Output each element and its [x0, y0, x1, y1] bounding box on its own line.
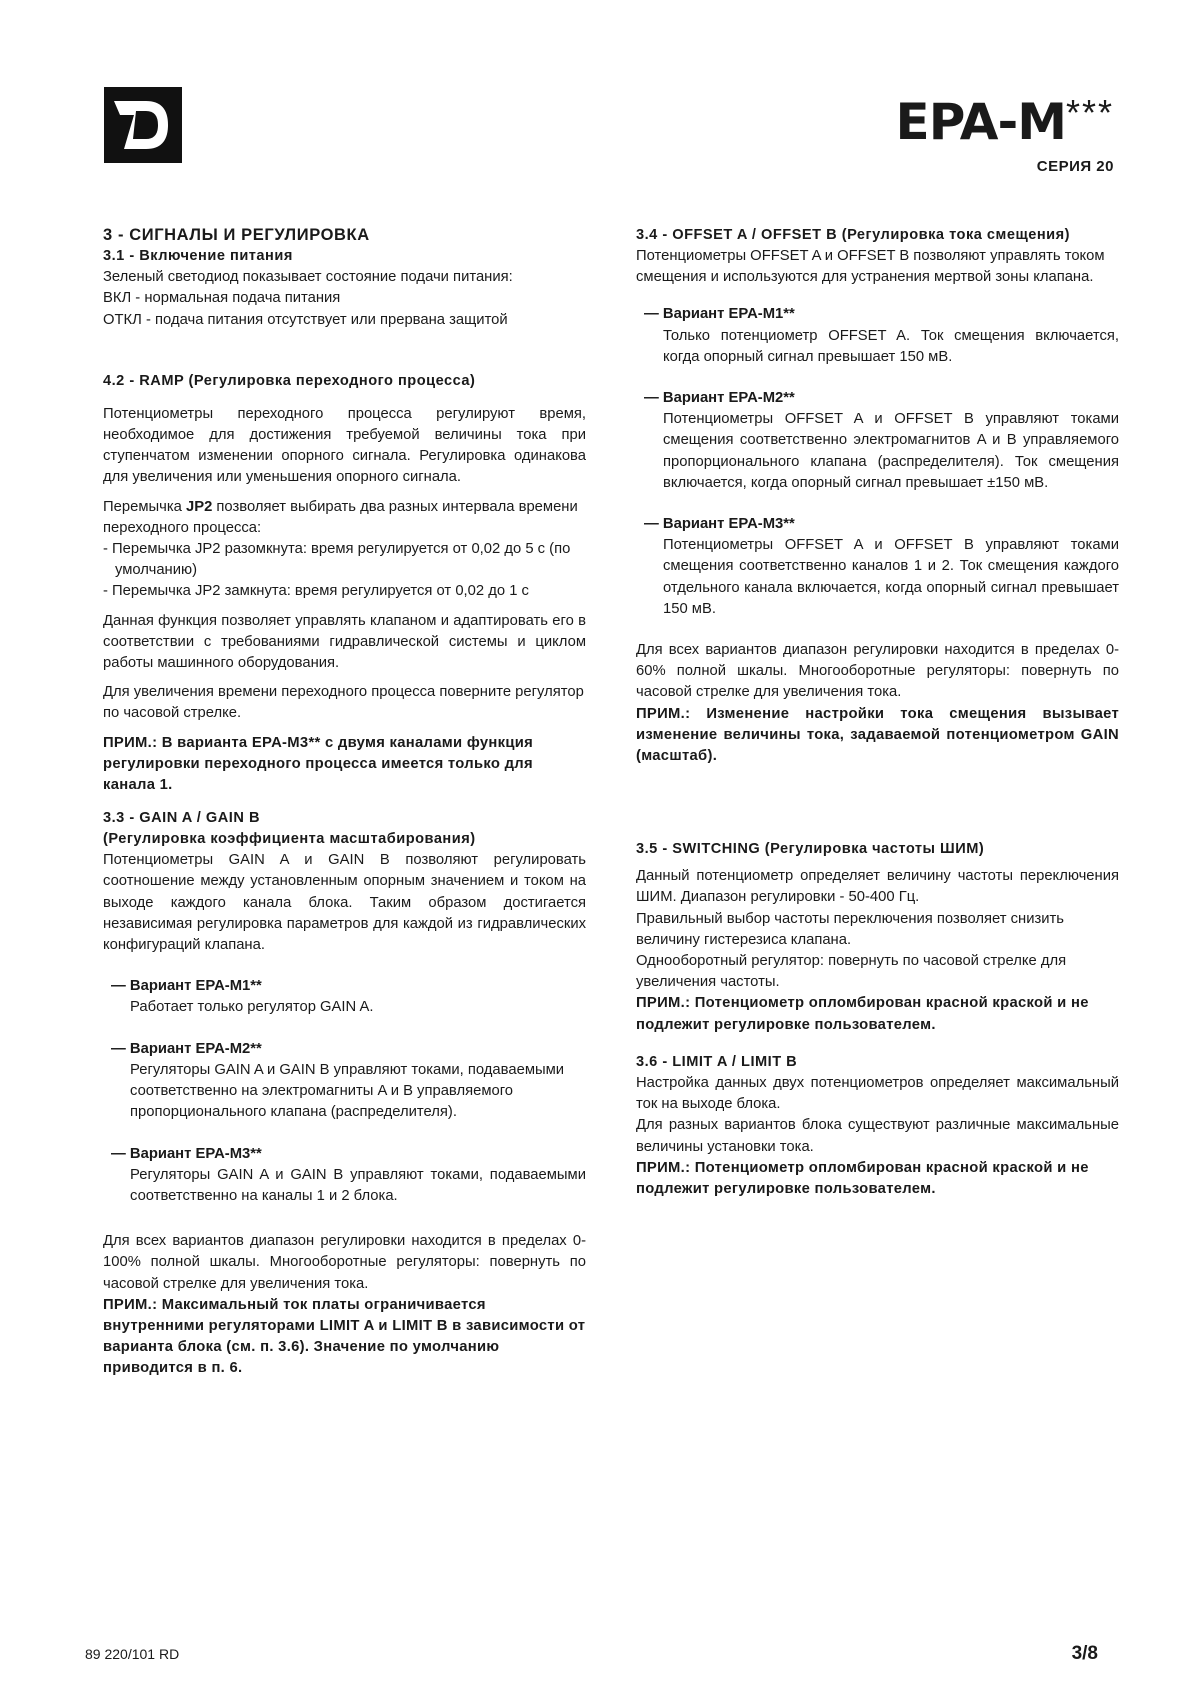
variant-title: — Вариант EPA-M2**	[644, 390, 795, 407]
text-line: Зеленый светодиод показывает состояние подачи питания:	[103, 269, 513, 286]
paragraph: Данная функция позволяет управлять клапаном и адаптировать его в соответствии с требованиями гидравлической системы и циклом работы машинного оборудования.	[103, 612, 586, 672]
variant-block	[644, 388, 1119, 494]
series-label: СЕРИЯ 20	[1036, 158, 1114, 175]
variant-block	[111, 1144, 586, 1208]
company-logo	[104, 87, 182, 163]
variant-block	[644, 304, 1119, 368]
variant-body: Регуляторы GAIN A и GAIN B управляют токами, подаваемыми соответственно на электромагниты A и B управляемого пропорционального клапана (распределителя).	[130, 1061, 565, 1121]
variant-title: — Вариант EPA-M2**	[111, 1040, 262, 1057]
page-number: 3/8	[1071, 1643, 1098, 1664]
list-item: - Перемычка JP2 замкнута: время регулируется от 0,02 до 1 с	[103, 583, 529, 600]
product-stars: ***	[1065, 92, 1114, 133]
paragraph	[103, 497, 586, 539]
paragraph: Для всех вариантов диапазон регулировки находится в пределах 0-60% полной шкалы. Многооборотные регуляторы: повернуть по часовой стрелке для увеличения тока.	[636, 642, 1119, 701]
heading-3-1: 3.1 - Включение питания	[103, 248, 293, 265]
section-title: 3 - СИГНАЛЫ И РЕГУЛИРОВКА	[103, 226, 370, 244]
variant-title: — Вариант EPA-M3**	[644, 516, 795, 533]
variant-body: Только потенциометр OFFSET A. Ток смещения включается, когда опорный сигнал превышает 150 мВ.	[663, 327, 1119, 365]
variant-title: — Вариант EPA-M3**	[111, 1145, 262, 1162]
text-line: ВКЛ - нормальная подача питания	[103, 290, 341, 307]
product-title	[896, 92, 1114, 152]
product-name: EPA-M	[895, 93, 1066, 151]
note: ПРИМ.: В варианта EPA-M3** с двумя каналами функция регулировки переходного процесса имеется только для канала 1.	[103, 734, 534, 794]
right-column	[636, 225, 1119, 1200]
heading-3-5: 3.5 - SWITCHING (Регулировка частоты ШИМ)	[636, 841, 985, 858]
variant-body: Потенциометры OFFSET A и OFFSET B управляют токами смещения соответственно электромагнитов A и B управляемого пропорционального клапана (распределителя). Ток смещения включается, когда опорный сигнал превышает ±150 мВ.	[663, 411, 1119, 491]
note: ПРИМ.: Потенциометр опломбирован красной краской и не подлежит регулировке пользователем.	[636, 1159, 1089, 1197]
document-code: 89 220/101 RD	[85, 1646, 180, 1662]
jumper-label: JP2	[185, 498, 213, 515]
heading-3-4: 3.4 - OFFSET A / OFFSET B (Регулировка тока смещения)	[636, 227, 1071, 243]
text-line: ОТКЛ - подача питания отсутствует или прервана защитой	[103, 311, 508, 328]
heading-3-3: 3.3 - GAIN A / GAIN B	[103, 810, 260, 827]
paragraph: Данный потенциометр определяет величину частоты переключения ШИМ. Диапазон регулировки - 50-400 Гц.	[636, 868, 1119, 906]
paragraph: Для всех вариантов диапазон регулировки находится в пределах 0-100% полной шкалы. Многооборотные регуляторы: повернуть по часовой стрелке для увеличения тока.	[103, 1233, 586, 1292]
variant-block	[111, 976, 586, 1018]
variant-block	[644, 514, 1119, 620]
paragraph: Потенциометры GAIN A и GAIN B позволяют регулировать соотношение между установленным опорным значением и током на выходе каждого канала блока. Таким образом достигается независимая регулировка параметров для каждой из гидравлических конфигураций клапана.	[103, 852, 586, 954]
paragraph: Настройка данных двух потенциометров определяет максимальный ток на выходе блока.	[636, 1074, 1119, 1113]
d-logo-icon	[104, 87, 182, 163]
paragraph: Однооборотный регулятор: повернуть по часовой стрелке для увеличения частоты.	[636, 953, 1067, 991]
variant-body: Потенциометры OFFSET A и OFFSET B управляют токами смещения соответственно каналов 1 и 2. Ток смещения каждого отдельного канала включается, когда опорный сигнал превышает 150 мВ.	[663, 537, 1119, 617]
variant-title: — Вариант EPA-M1**	[111, 978, 262, 995]
paragraph: Для разных вариантов блока существуют различные максимальные величины установки тока.	[636, 1117, 1119, 1155]
variant-body: Регуляторы GAIN A и GAIN B управляют токами, подаваемыми соответственно на каналы 1 и 2 блока.	[130, 1166, 586, 1204]
variant-title: — Вариант EPA-M1**	[644, 306, 795, 323]
paragraph: Правильный выбор частоты переключения позволяет снизить величину гистерезиса клапана.	[636, 910, 1065, 948]
heading-4-2: 4.2 - RAMP (Регулировка переходного процесса)	[103, 372, 476, 389]
paragraph: Для увеличения времени переходного процесса поверните регулятор по часовой стрелке.	[103, 684, 584, 722]
note: ПРИМ.: Максимальный ток платы ограничивается внутренними регуляторами LIMIT A и LIMIT B в зависимости от варианта блока (см. п. 3.6). Значение по умолчанию приводится в п. 6.	[103, 1296, 586, 1377]
variant-block	[111, 1039, 586, 1124]
left-column	[103, 225, 586, 1380]
paragraph: Потенциометры переходного процесса регулируют время, необходимое для достижения требуемой величины тока при ступенчатом изменении опорного сигнала. Регулировка одинакова для увеличения или уменьшения опорного сигнала.	[103, 405, 586, 486]
heading-3-3-subtitle: (Регулировка коэффициента масштабирования)	[103, 831, 476, 848]
note: ПРИМ.: Изменение настройки тока смещения вызывает изменение величины тока, задаваемой потенциометром GAIN (масштаб).	[636, 705, 1119, 765]
note: ПРИМ.: Потенциометр опломбирован красной краской и не подлежит регулировке пользователем.	[636, 995, 1089, 1033]
paragraph: Потенциометры OFFSET A и OFFSET B позволяют управлять током смещения и используются для устранения мертвой зоны клапана.	[636, 248, 1105, 286]
variant-body: Работает только регулятор GAIN A.	[130, 999, 374, 1016]
text-run: позволяет выбирать два разных интервала времени переходного процесса:	[103, 498, 578, 536]
heading-3-6: 3.6 - LIMIT A / LIMIT B	[636, 1053, 798, 1070]
list-item: - Перемычка JP2 разомкнута: время регулируется от 0,02 до 5 с (по умолчанию)	[103, 541, 571, 579]
text-run: Перемычка	[103, 498, 186, 515]
